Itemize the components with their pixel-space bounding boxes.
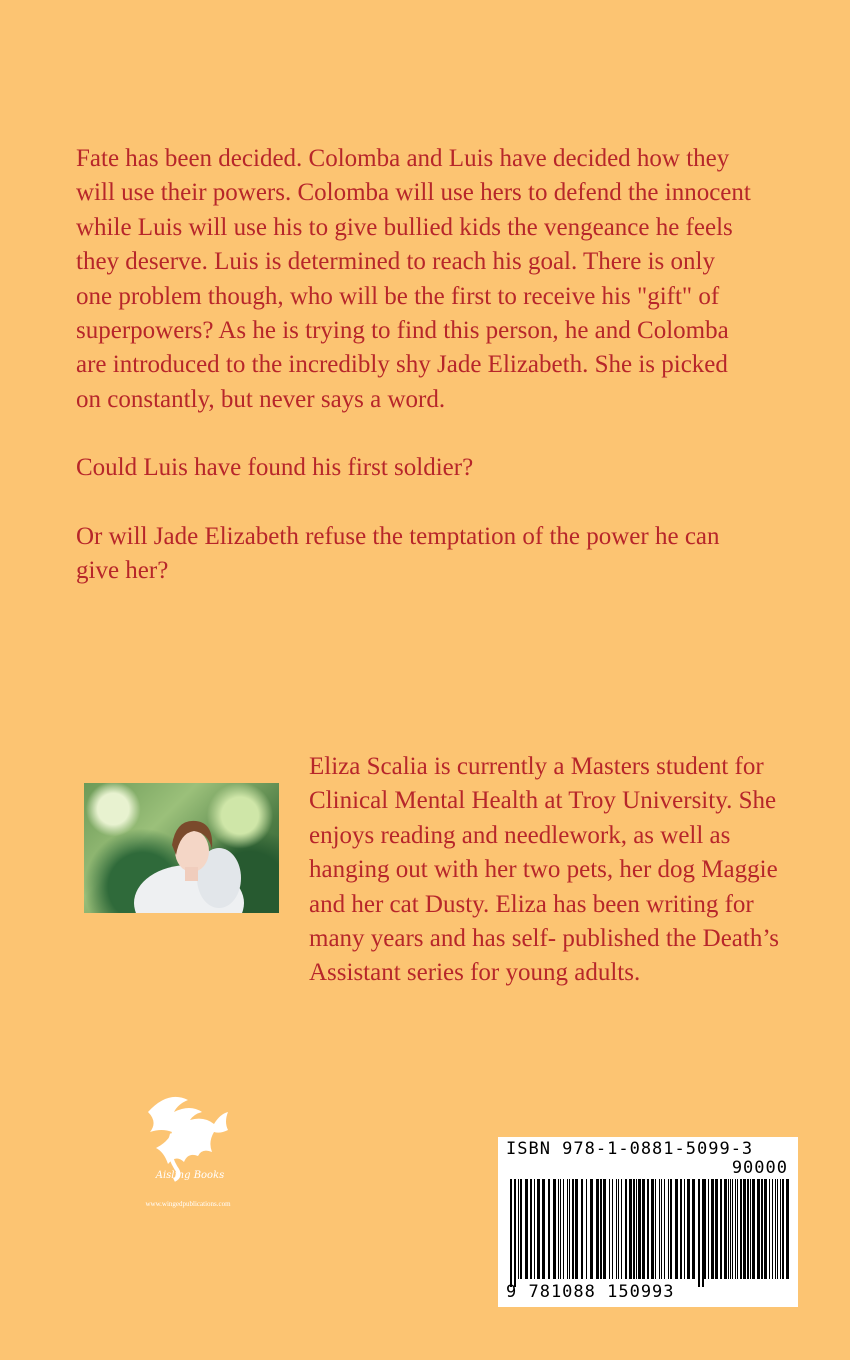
price-code: 90000: [731, 1158, 788, 1178]
publisher-name: Aisling Books: [155, 1170, 225, 1181]
isbn-barcode: [498, 1137, 798, 1307]
dragon-icon: [128, 1082, 258, 1182]
isbn-label: ISBN 978-1-0881-5099-3: [506, 1139, 754, 1159]
author-bio: Eliza Scalia is currently a Masters student for Clinical Mental Health at Troy University. She enjoys reading and needlework, as well as hanging out with her two pets, her dog Maggie and her cat Dusty. Eliza has been writing for many years and has self- published the Death’s Assistant series for young adults.: [309, 753, 780, 987]
blurb-paragraph-3: Or will Jade Elizabeth refuse the temptation of the power he can give her?: [76, 522, 720, 585]
blurb-paragraph-1: Fate has been decided. Colomba and Luis have decided how they will use their powers. Colomba will use hers to defend the innocent while Luis will use his to give bullied kids the vengeance he feels they deserve. Luis is determined to reach his goal. There is only one problem though, who will be the first to receive his "gift" of superpowers? As he is trying to find this person, he and Colomba are introduced to the incredibly shy Jade Elizabeth. She is picked on constantly, but never says a word.: [76, 145, 751, 413]
blurb-paragraph-2: Could Luis have found his first soldier?: [76, 454, 474, 482]
back-cover-blurb: [76, 142, 756, 622]
barcode-digits: 9 781088 150993: [506, 1282, 675, 1302]
author-photo: [84, 783, 279, 913]
publisher-website: www.wingedpublications.com: [145, 1200, 231, 1208]
